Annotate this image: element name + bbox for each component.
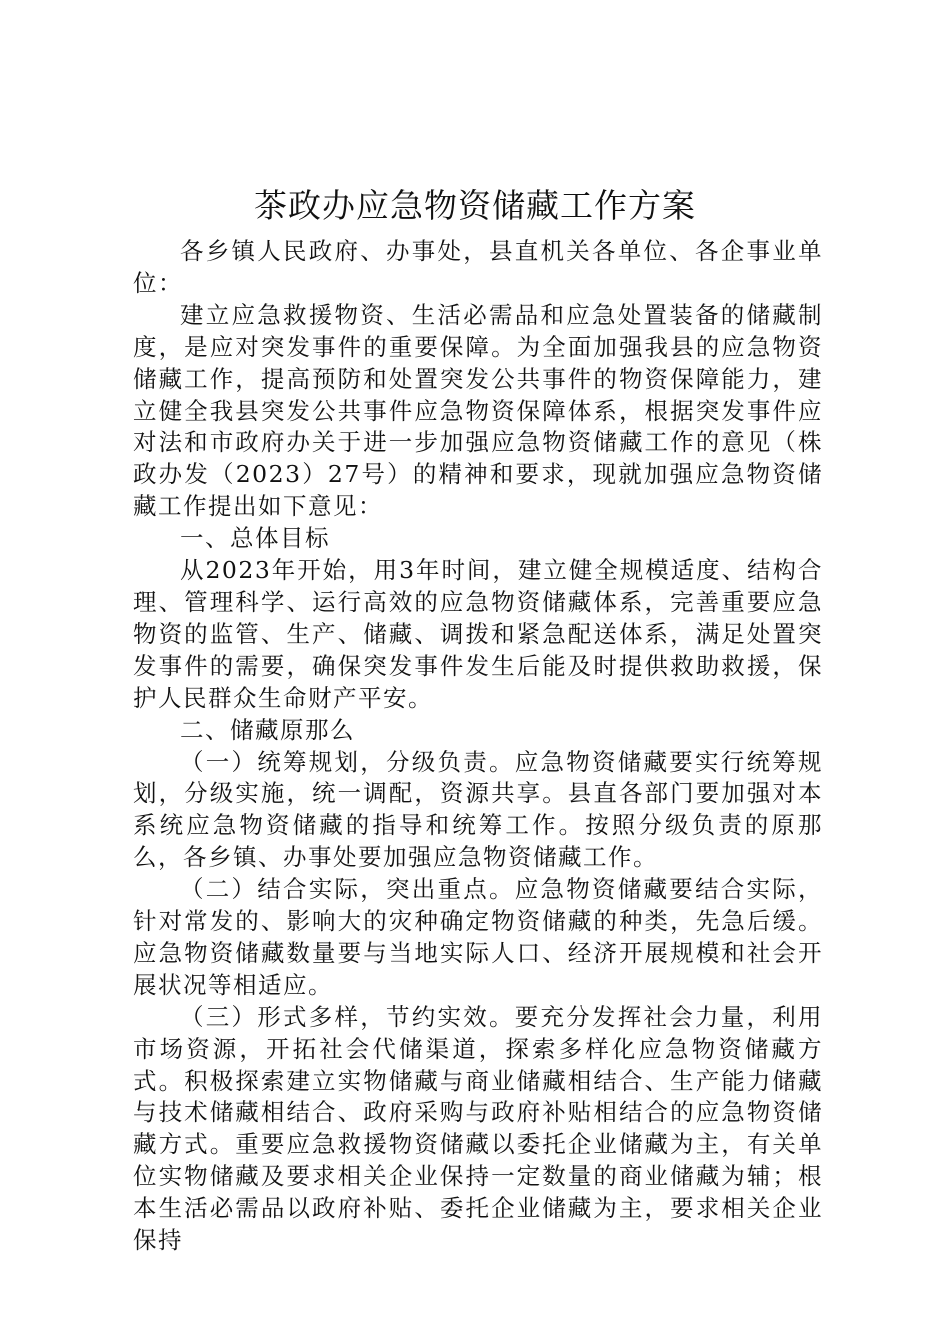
- intro-paragraph: 建立应急救援物资、生活必需品和应急处置装备的储藏制度，是应对突发事件的重要保障。为全面加强我县的应急物资储藏工作，提高预防和处置突发公共事件的物资保障能力，建立健全我县突发公共事件应急物资保障体系，根据突发事件应对法和市政府办关于进一步加强应急物资储藏工作的意见（株政办发（2023）27号）的精神和要求，现就加强应急物资储藏工作提出如下意见：: [133, 300, 823, 521]
- salutation-paragraph: 各乡镇人民政府、办事处，县直机关各单位、各企事业单位：: [133, 237, 823, 297]
- principle-1-paragraph: （一）统筹规划，分级负责。应急物资储藏要实行统筹规划，分级实施，统一调配，资源共享。县直各部门要加强对本系统应急物资储藏的指导和统筹工作。按照分级负责的原那么，各乡镇、办事处要加强应急物资储藏工作。: [133, 747, 823, 872]
- section-heading-overall-goal: 一、总体目标: [180, 524, 330, 553]
- document-title: 茶政办应急物资储藏工作方案: [254, 186, 696, 225]
- overall-goal-paragraph: 从2023年开始，用3年时间，建立健全规模适度、结构合理、管理科学、运行高效的应急物资储藏体系，完善重要应急物资的监管、生产、储藏、调拨和紧急配送体系，满足处置突发事件的需要，确保突发事件发生后能及时提供救助救援，保护人民群众生命财产平安。: [133, 556, 823, 712]
- section-heading-storage-principles: 二、储藏原那么: [180, 715, 355, 744]
- principle-2-paragraph: （二）结合实际，突出重点。应急物资储藏要结合实际，针对常发的、影响大的灾种确定物资储藏的种类，先急后缓。应急物资储藏数量要与当地实际人口、经济开展规模和社会开展状况等相适应。: [133, 875, 823, 999]
- principle-3-paragraph: （三）形式多样，节约实效。要充分发挥社会力量，利用市场资源，开拓社会代储渠道，探索多样化应急物资储藏方式。积极探索建立实物储藏与商业储藏相结合、生产能力储藏与技术储藏相结合、政府采购与政府补贴相结合的应急物资储藏方式。重要应急救援物资储藏以委托企业储藏为主，有关单位实物储藏及要求相关企业保持一定数量的商业储藏为辅；根本生活必需品以政府补贴、委托企业储藏为主，要求相关企业保持: [133, 1002, 823, 1255]
- document-body: [133, 236, 823, 1257]
